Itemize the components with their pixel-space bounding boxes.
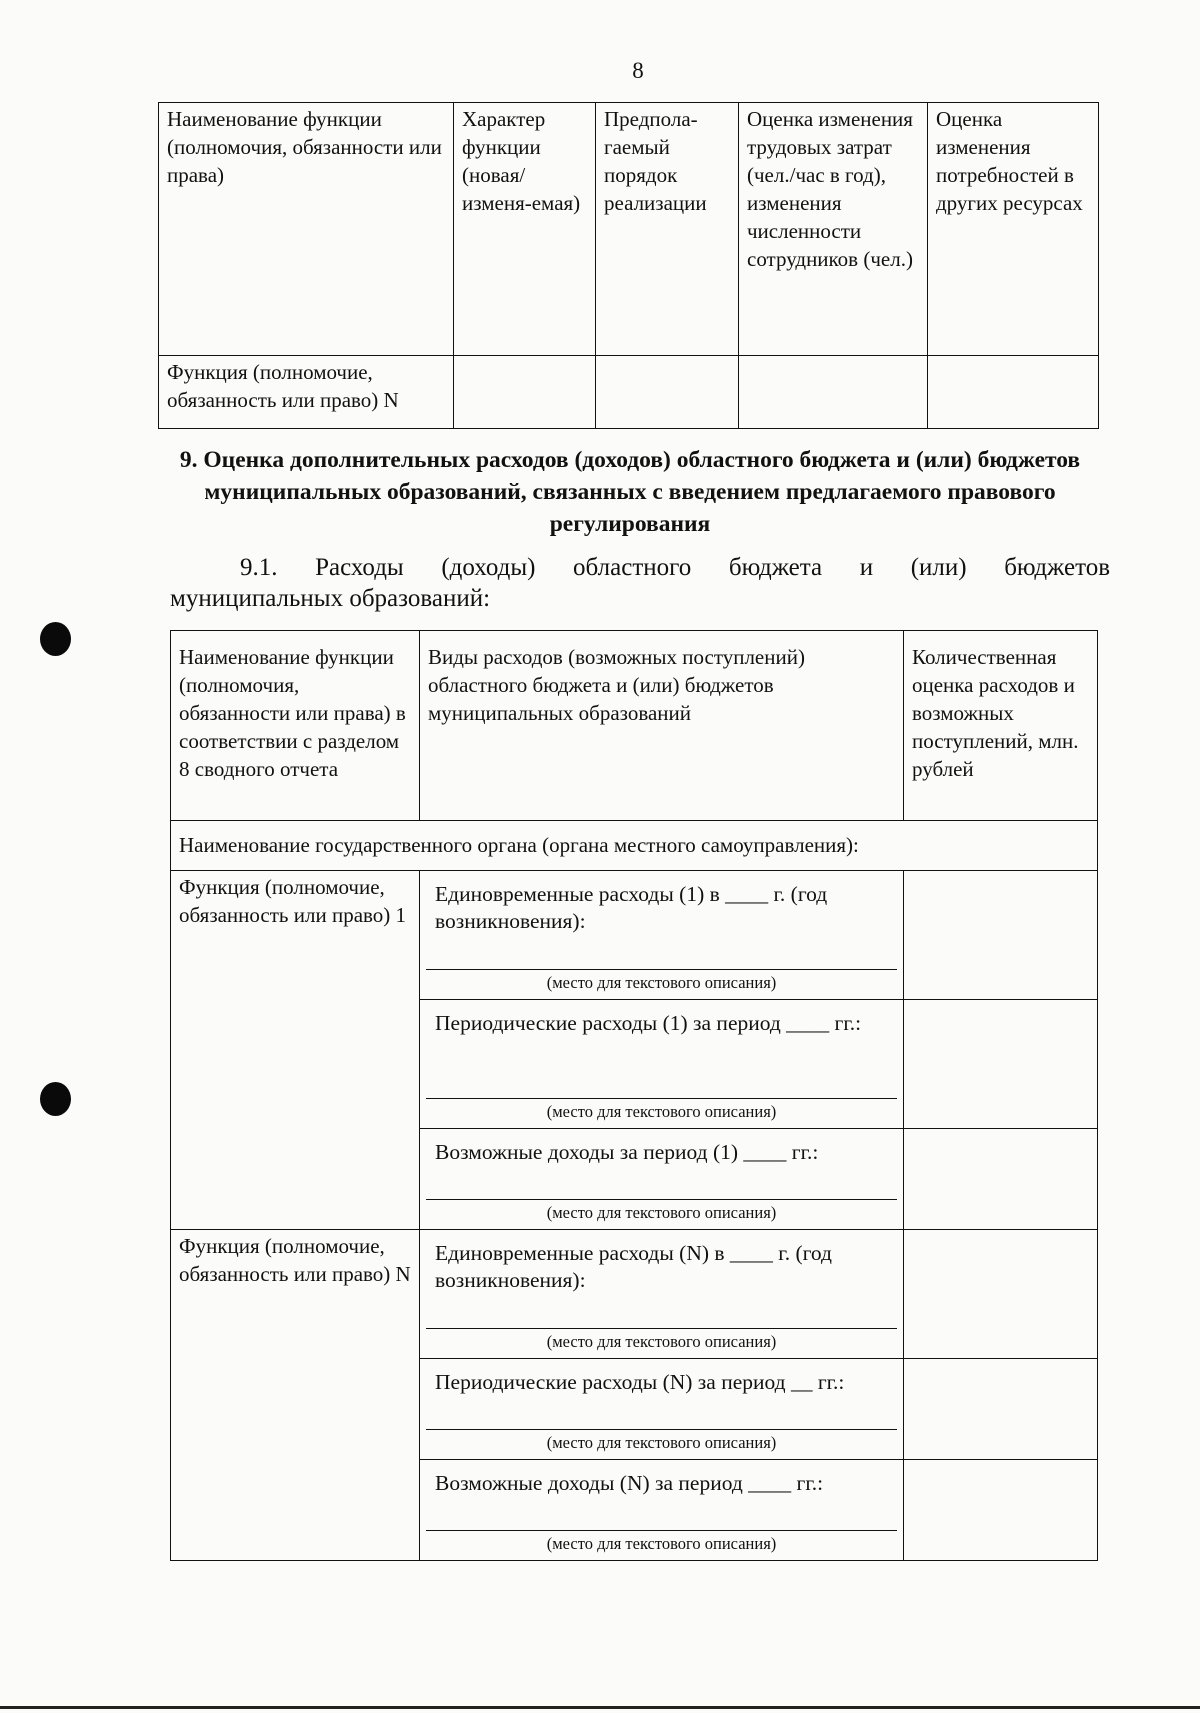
binder-hole-dot xyxy=(40,1082,71,1116)
expense-cell xyxy=(420,1000,904,1129)
expense-cell xyxy=(420,1359,904,1460)
expense-cell xyxy=(420,1129,904,1230)
header-other-resources: Оценка изменения потребностей в других ресурсах xyxy=(928,103,1099,356)
periodic-expenses-label: Периодические расходы (1) за период ____ гг.: xyxy=(435,1011,862,1035)
text-description-placeholder: (место для текстового описания) xyxy=(426,969,897,996)
empty-cell xyxy=(596,356,739,429)
one-time-expenses-label: Единовременные расходы (N) в ____ г. (год возникновения): xyxy=(435,1241,832,1292)
estimate-cell xyxy=(904,1460,1098,1561)
organ-row xyxy=(171,821,1098,871)
table-row xyxy=(159,356,1099,429)
page-number: 8 xyxy=(632,58,644,83)
binder-hole-dot xyxy=(40,622,71,656)
header-labor-costs: Оценка изменения трудовых затрат (чел./час в год), изменения численности сотрудников (чел.) xyxy=(739,103,928,356)
empty-cell xyxy=(454,356,596,429)
estimate-cell xyxy=(904,1129,1098,1230)
header-function-type: Характер функции (новая/ изменя-емая) xyxy=(454,103,596,356)
section-paragraph xyxy=(170,552,1110,614)
text-description-placeholder: (место для текстового описания) xyxy=(426,1199,897,1226)
paragraph-line-2: муниципальных образований: xyxy=(170,585,491,612)
header-function-name: Наименование функции (полномочия, обязанности или права) xyxy=(159,103,454,356)
function-1-cell: Функция (полномочие, обязанность или право) 1 xyxy=(171,871,420,1230)
functions-table xyxy=(158,102,1099,429)
estimate-cell xyxy=(904,1359,1098,1460)
function-cell: Функция (полномочие, обязанность или право) N xyxy=(159,356,454,429)
section-heading: 9. Оценка дополнительных расходов (доходов) областного бюджета и (или) бюджетов муниципальных образований, связанных с введением предлагаемого правового регулирования xyxy=(179,447,1081,537)
scan-edge-line xyxy=(0,1706,1200,1709)
expense-cell xyxy=(420,1460,904,1561)
header-quantitative-estimate: Количественная оценка расходов и возможных поступлений, млн. рублей xyxy=(904,631,1098,821)
empty-cell xyxy=(928,356,1099,429)
one-time-expenses-label: Единовременные расходы (1) в ____ г. (год возникновения): xyxy=(435,882,828,933)
text-description-placeholder: (место для текстового описания) xyxy=(426,1530,897,1557)
text-description-placeholder: (место для текстового описания) xyxy=(426,1098,897,1125)
paragraph-line-1: 9.1. Расходы (доходы) областного бюджета и (или) бюджетов xyxy=(240,554,1110,581)
expense-cell xyxy=(420,1230,904,1359)
organ-name-cell: Наименование государственного органа (органа местного самоуправления): xyxy=(171,821,1098,871)
header-function: Наименование функции (полномочия, обязанности или права) в соответствии с разделом 8 сводного отчета xyxy=(171,631,420,821)
text-description-placeholder: (место для текстового описания) xyxy=(426,1328,897,1355)
periodic-expenses-label: Периодические расходы (N) за период __ гг.: xyxy=(435,1370,845,1394)
possible-income-label: Возможные доходы за период (1) ____ гг.: xyxy=(435,1140,819,1164)
table-row xyxy=(171,1230,1098,1359)
empty-cell xyxy=(739,356,928,429)
estimate-cell xyxy=(904,871,1098,1000)
table-header-row xyxy=(171,631,1098,821)
table-header-row xyxy=(159,103,1099,356)
header-expense-types: Виды расходов (возможных поступлений) областного бюджета и (или) бюджетов муниципальных образований xyxy=(420,631,904,821)
estimate-cell xyxy=(904,1230,1098,1359)
table-row xyxy=(171,871,1098,1000)
budget-table xyxy=(170,630,1098,1561)
text-description-placeholder: (место для текстового описания) xyxy=(426,1429,897,1456)
possible-income-label: Возможные доходы (N) за период ____ гг.: xyxy=(435,1471,824,1495)
header-implementation: Предпола-гаемый порядок реализации xyxy=(596,103,739,356)
function-n-cell: Функция (полномочие, обязанность или право) N xyxy=(171,1230,420,1561)
expense-cell xyxy=(420,871,904,1000)
estimate-cell xyxy=(904,1000,1098,1129)
